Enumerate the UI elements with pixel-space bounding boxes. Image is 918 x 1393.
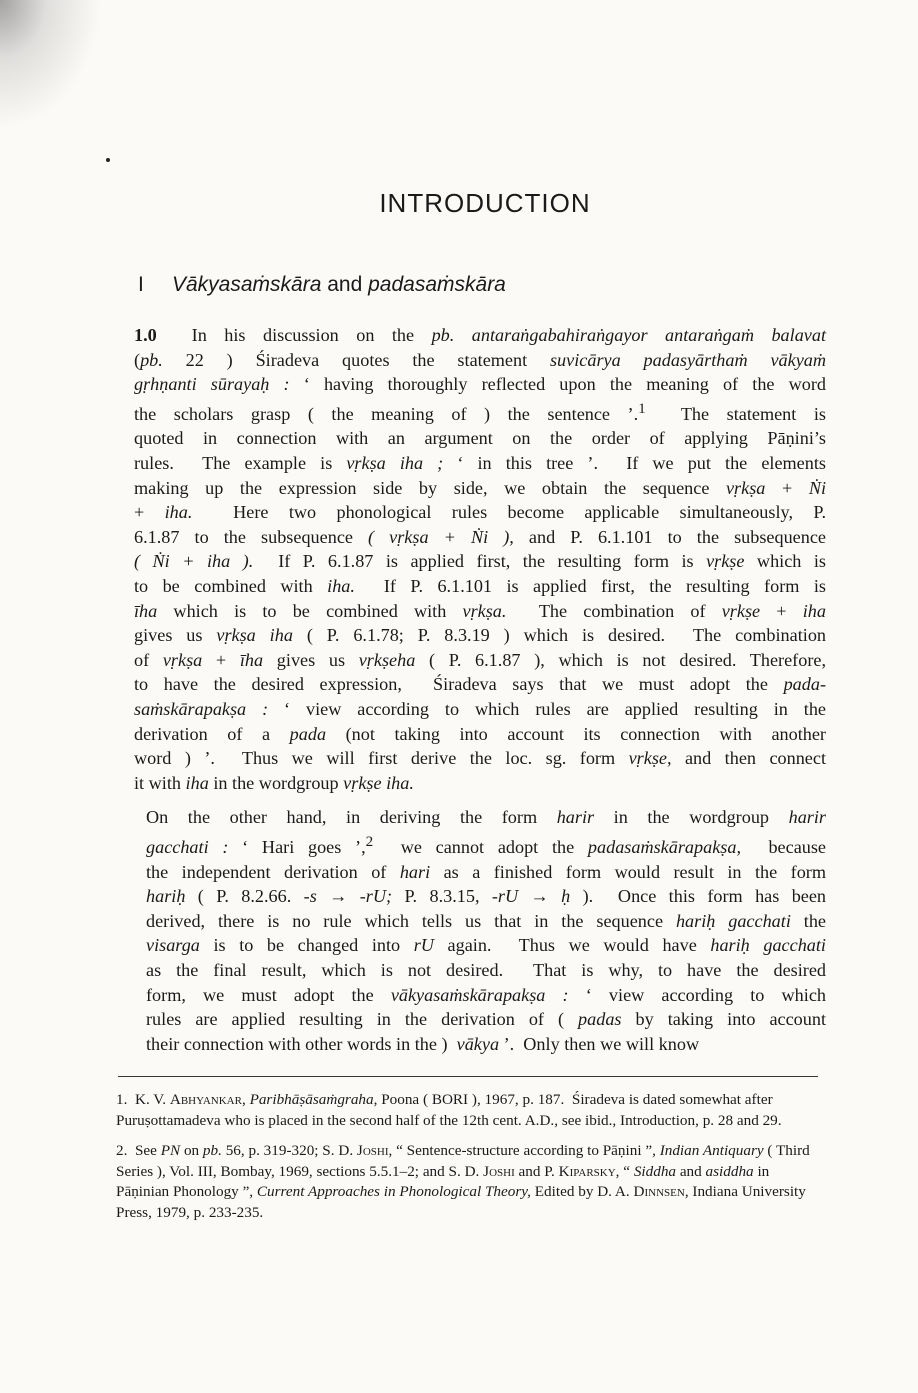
paragraph2_lines-line: visarga is to be changed into rU again. Thus we would have hariḥ gacchati xyxy=(146,935,826,956)
paragraph2_lines-line: rules are applied resulting in the derivation of ( padas by taking into account xyxy=(146,1009,826,1030)
paragraph1_lines-line: it with iha in the wordgroup vṛkṣe iha. xyxy=(134,772,414,793)
scan-speck xyxy=(106,158,110,162)
paragraph2_lines-line: form, we must adopt the vākyasaṁskārapakṣa : ‘ view according to which xyxy=(146,984,826,1005)
paragraph1_lines-line: īha which is to be combined with vṛkṣa. The combination of vṛkṣe + iha xyxy=(134,600,826,621)
paragraph1_lines-line: derivation of a pada (not taking into account its connection with another xyxy=(134,723,826,744)
paragraph1_lines-line: word ) ’. Thus we will first derive the loc. sg. form vṛkṣe, and then connect xyxy=(134,748,826,769)
paragraph1_lines-line: to be combined with iha. If P. 6.1.101 is applied first, the resulting form is xyxy=(134,576,826,596)
chapter-title: INTRODUCTION xyxy=(379,188,591,218)
section-number: I xyxy=(138,273,144,296)
paragraph2_lines-line: On the other hand, in deriving the form harir in the wordgroup harir xyxy=(146,807,826,828)
scan-corner-shadow xyxy=(0,0,110,140)
footnotes xyxy=(116,1090,820,1233)
section-title-and: and xyxy=(327,273,363,296)
paragraph1_lines-line: (pb. 22 ) Śiradeva quotes the statement suvicārya padasyārthaṁ vākyaṁ xyxy=(134,349,826,370)
body-text xyxy=(130,323,826,1056)
paragraph1_lines-line: ( Ṅi + iha ). If P. 6.1.87 is applied first, the resulting form is vṛkṣe which is xyxy=(134,551,826,572)
paragraph1_lines-line: gṛhṇanti sūrayaḥ : ‘ having thoroughly reflected upon the meaning of the word xyxy=(134,374,827,395)
section-heading xyxy=(138,273,506,297)
paragraph-1 xyxy=(130,323,826,795)
paragraph1_lines-line: + iha. Here two phonological rules become applicable simultaneously, P. xyxy=(134,502,826,523)
paragraph2_lines-line: hariḥ ( P. 8.2.66. -s → -rU; P. 8.3.15, -rU → ḥ ). Once this form has been xyxy=(146,886,827,907)
paragraph1_lines-line: rules. The example is vṛkṣa iha ; ‘ in this tree ’. If we put the elements xyxy=(134,453,826,474)
paragraph2_lines-line: derived, there is no rule which tells us that in the sequence hariḥ gacchati the xyxy=(146,910,826,931)
paragraph2_lines-line: their connection with other words in the ) vākya ’. Only then we will know xyxy=(146,1033,700,1054)
paragraph1_lines-line: making up the expression side by side, we obtain the sequence vṛkṣa + Ṅi xyxy=(134,477,826,498)
paragraph1_lines-line: 6.1.87 to the subsequence ( vṛkṣa + Ṅi ), and P. 6.1.101 to the subsequence xyxy=(134,526,826,547)
paragraph-2 xyxy=(130,805,826,1056)
footnote-1: 1. K. V. Abhyankar, Paribhāṣāsaṁgraha, Poona ( BORI ), 1967, p. 187. Śiradeva is dated somewhat after Puruṣottamadeva who is placed in the second half of the 12th cent. A.D., see ibid., Introduction, p. 28 and 29. xyxy=(116,1091,782,1129)
paragraph1_lines-line: saṁskārapakṣa : ‘ view according to which rules are applied resulting in the xyxy=(134,698,826,719)
section-title-b: padasaṁskāra xyxy=(368,273,506,296)
footnote-2: 2. See PN on pb. 56, p. 319-320; S. D. Joshi, “ Sentence-structure according to Pāṇini ”, Indian Antiquary ( Third Series ), Vol. III, Bombay, 1969, sections 5.5.1–2; and S. D. Joshi and P. Kiparsky, “ Siddha and asiddha in Pāṇinian Phonology ”, Current Approaches in Phonological Theory, Edited by D. A. Dinnsen, Indiana University Press, 1979, p. 233-235. xyxy=(116,1142,810,1221)
paragraph1_lines-line: gives us vṛkṣa iha ( P. 6.1.78; P. 8.3.19 ) which is desired. The combination xyxy=(134,625,827,646)
paragraph2_lines-line: gacchati : ‘ Hari goes ’,$^2$ we cannot adopt the padasaṁskārapakṣa, because xyxy=(146,832,827,857)
section-title-a: Vākyasaṁskāra xyxy=(172,273,322,296)
paragraph1_lines-line: to have the desired expression, Śiradeva says that we must adopt the pada- xyxy=(134,674,826,695)
paragraph1_lines-line: 1.0 In his discussion on the pb. antaraṅgabahiraṅgayor antaraṅgaṁ balavat xyxy=(134,325,827,345)
paragraph1_lines-line: the scholars grasp ( the meaning of ) the sentence ’.$^1$ The statement is xyxy=(134,399,826,424)
paragraph1_lines-line: quoted in connection with an argument on the order of applying Pāṇini’s xyxy=(134,428,826,449)
footnote-divider xyxy=(118,1076,818,1077)
paragraph2_lines-line: as the final result, which is not desired. That is why, to have the desired xyxy=(146,959,826,980)
paragraph1_lines-line: of vṛkṣa + īha gives us vṛkṣeha ( P. 6.1.87 ), which is not desired. Therefore, xyxy=(134,649,826,670)
paragraph2_lines-line: the independent derivation of hari as a finished form would result in the form xyxy=(146,861,826,882)
